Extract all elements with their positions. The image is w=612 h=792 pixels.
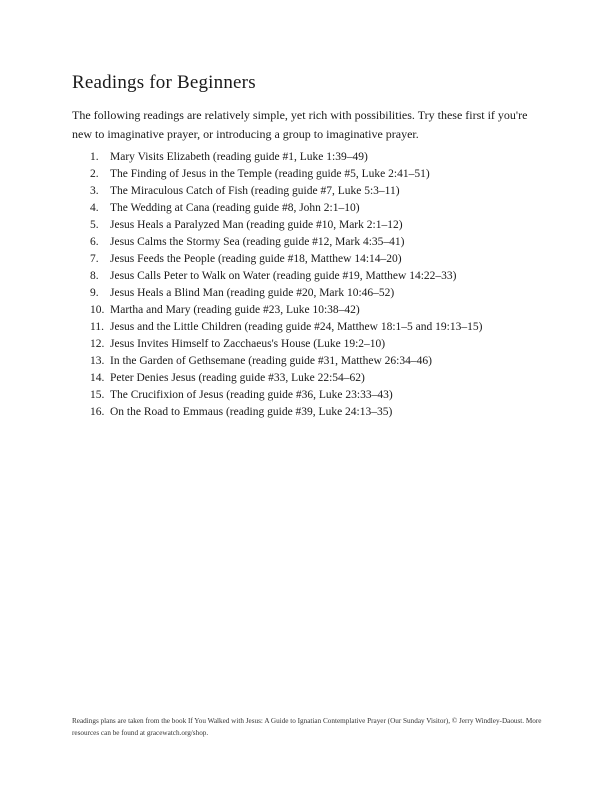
page-title: Readings for Beginners <box>72 72 256 93</box>
reading-item <box>72 166 542 183</box>
reading-item <box>72 183 542 200</box>
reading-item <box>72 353 542 370</box>
reading-item <box>72 336 542 353</box>
reading-number: 5. <box>90 219 99 231</box>
intro-paragraph: The following readings are relatively simple, yet rich with possibilities. Try these first if you're new to imaginative prayer, or introducing a group to imaginative prayer. <box>72 108 528 141</box>
reading-number: 7. <box>90 253 99 265</box>
reading-number: 8. <box>90 270 99 282</box>
reading-item <box>72 319 542 336</box>
reading-text: Jesus and the Little Children (reading guide #24, Matthew 18:1–5 and 19:13–15) <box>110 321 483 333</box>
reading-number: 12. <box>90 338 105 350</box>
reading-number: 13. <box>90 355 105 367</box>
reading-item <box>72 217 542 234</box>
reading-text: Jesus Calms the Stormy Sea (reading guide #12, Mark 4:35–41) <box>110 236 405 248</box>
reading-item <box>72 404 542 421</box>
reading-item <box>72 370 542 387</box>
reading-item <box>72 251 542 268</box>
reading-number: 2. <box>90 168 99 180</box>
reading-text: Martha and Mary (reading guide #23, Luke 10:38–42) <box>110 304 360 316</box>
reading-text: The Miraculous Catch of Fish (reading guide #7, Luke 5:3–11) <box>110 185 400 197</box>
reading-text: The Crucifixion of Jesus (reading guide #36, Luke 23:33–43) <box>110 389 393 401</box>
reading-text: The Finding of Jesus in the Temple (reading guide #5, Luke 2:41–51) <box>110 168 430 180</box>
reading-text: Jesus Calls Peter to Walk on Water (reading guide #19, Matthew 14:22–33) <box>110 270 457 282</box>
readings-list <box>72 149 542 421</box>
reading-number: 15. <box>90 389 105 401</box>
reading-number: 16. <box>90 406 105 418</box>
reading-number: 14. <box>90 372 105 384</box>
reading-number: 3. <box>90 185 99 197</box>
reading-item <box>72 200 542 217</box>
reading-item <box>72 234 542 251</box>
reading-text: Jesus Invites Himself to Zacchaeus's House (Luke 19:2–10) <box>110 338 386 350</box>
reading-text: Mary Visits Elizabeth (reading guide #1, Luke 1:39–49) <box>110 151 368 163</box>
reading-number: 9. <box>90 287 99 299</box>
reading-text: In the Garden of Gethsemane (reading guide #31, Matthew 26:34–46) <box>110 355 432 367</box>
reading-text: Jesus Feeds the People (reading guide #18, Matthew 14:14–20) <box>110 253 402 265</box>
reading-item <box>72 302 542 319</box>
reading-number: 11. <box>90 321 104 333</box>
reading-number: 4. <box>90 202 99 214</box>
reading-item <box>72 387 542 404</box>
reading-number: 1. <box>90 151 99 163</box>
reading-item <box>72 285 542 302</box>
reading-text: Peter Denies Jesus (reading guide #33, Luke 22:54–62) <box>110 372 365 384</box>
reading-item <box>72 149 542 166</box>
reading-text: Jesus Heals a Blind Man (reading guide #20, Mark 10:46–52) <box>110 287 395 299</box>
reading-number: 6. <box>90 236 99 248</box>
footer-credit: Readings plans are taken from the book If You Walked with Jesus: A Guide to Ignatian Contemplative Prayer (Our Sunday Visitor), © Jerry Windley-Daoust. More resources can be found at gracewatch.org/shop. <box>72 717 542 737</box>
reading-item <box>72 268 542 285</box>
reading-number: 10. <box>90 304 105 316</box>
reading-text: The Wedding at Cana (reading guide #8, John 2:1–10) <box>110 202 360 214</box>
reading-text: On the Road to Emmaus (reading guide #39, Luke 24:13–35) <box>110 406 393 418</box>
reading-text: Jesus Heals a Paralyzed Man (reading guide #10, Mark 2:1–12) <box>110 219 403 231</box>
